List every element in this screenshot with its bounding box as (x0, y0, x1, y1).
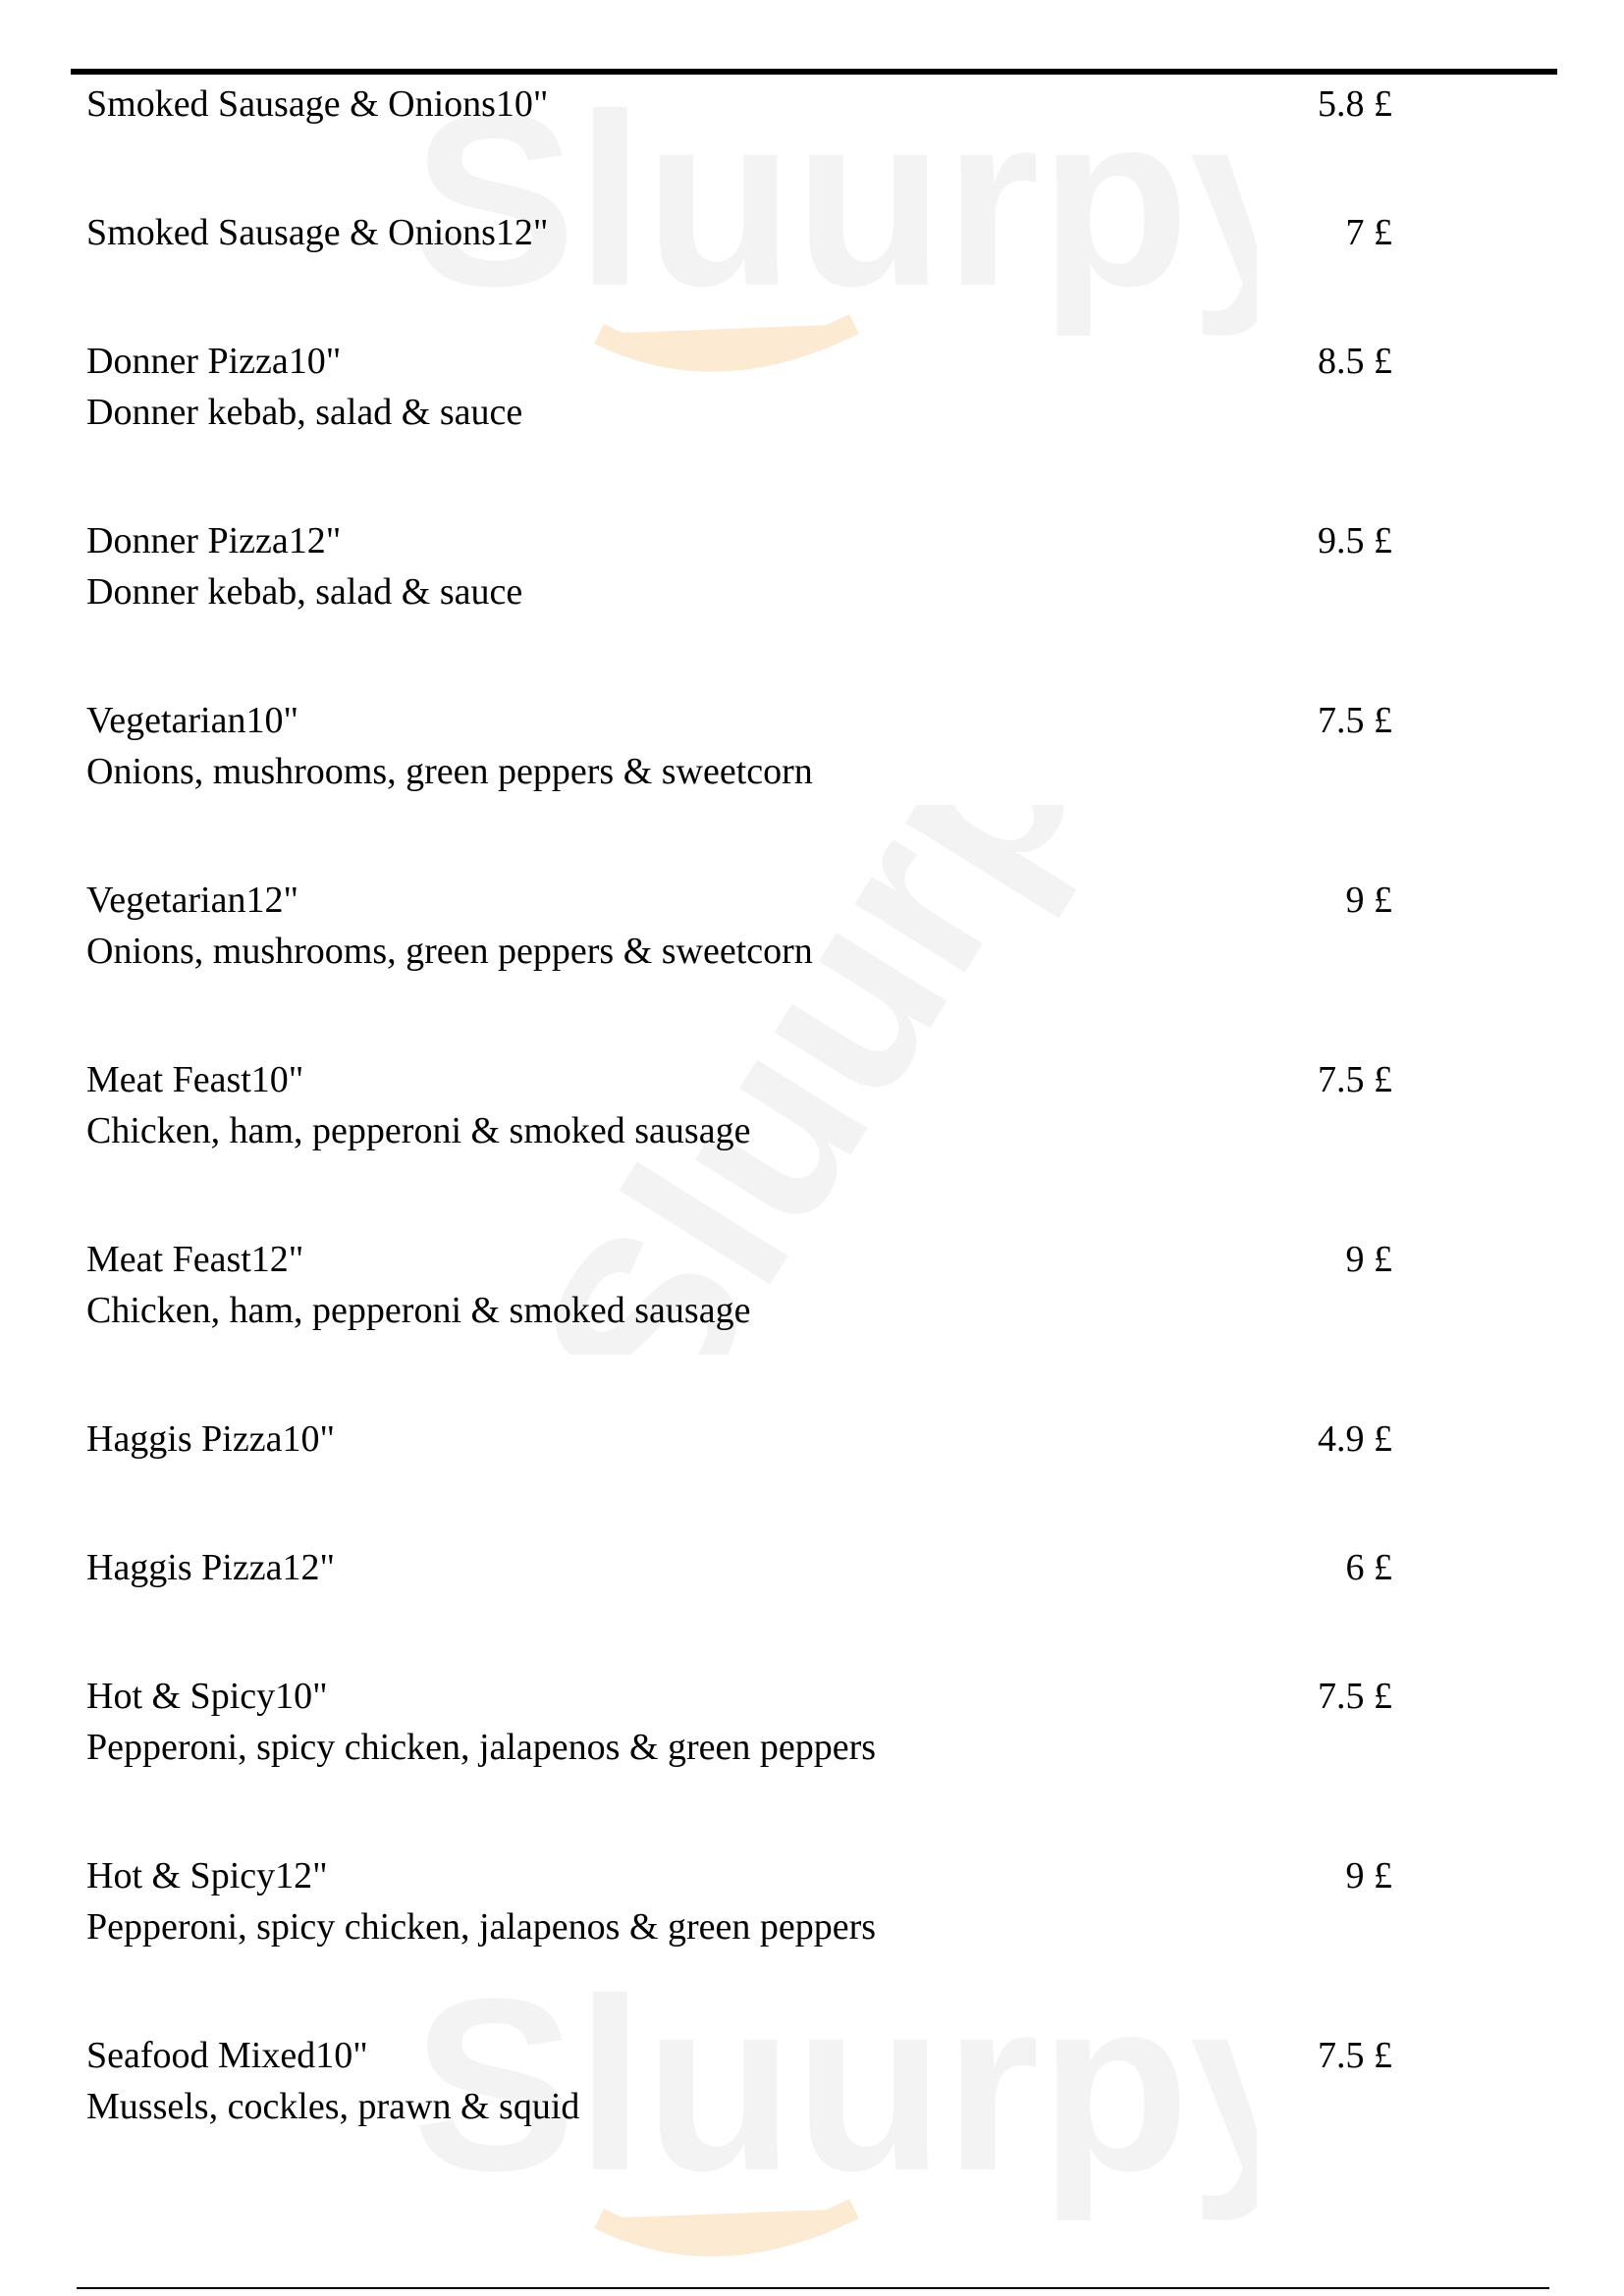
menu-item (86, 336, 1392, 438)
item-price: 7 £ (1345, 212, 1392, 253)
item-description: Chicken, ham, pepperoni & smoked sausage (86, 1110, 751, 1151)
menu-item (86, 2030, 1392, 2132)
item-price: 7.5 £ (1318, 1059, 1392, 1100)
menu-item (86, 1671, 1392, 1773)
menu-item (86, 79, 1392, 130)
item-description: Mussels, cockles, prawn & squid (86, 2086, 580, 2127)
menu-item (86, 207, 1392, 258)
item-price: 9.5 £ (1318, 520, 1392, 561)
item-description: Chicken, ham, pepperoni & smoked sausage (86, 1290, 751, 1331)
item-description: Donner kebab, salad & sauce (86, 392, 523, 433)
menu-item (86, 1414, 1392, 1465)
menu-item (86, 1850, 1392, 1952)
menu-item (86, 875, 1392, 977)
item-name: Hot & Spicy10" (86, 1676, 328, 1717)
menu-item (86, 695, 1392, 797)
item-description: Onions, mushrooms, green peppers & sweetcorn (86, 751, 813, 792)
item-description: Pepperoni, spicy chicken, jalapenos & green peppers (86, 1906, 877, 1948)
item-price: 8.5 £ (1318, 341, 1392, 382)
item-price: 9 £ (1345, 1855, 1392, 1896)
item-name: Haggis Pizza12" (86, 1547, 335, 1588)
item-name: Hot & Spicy12" (86, 1855, 328, 1896)
item-price: 7.5 £ (1318, 1676, 1392, 1717)
menu-item (86, 1234, 1392, 1336)
item-name: Vegetarian10" (86, 700, 298, 741)
item-name: Seafood Mixed10" (86, 2035, 368, 2076)
menu-item (86, 1054, 1392, 1156)
item-name: Donner Pizza12" (86, 520, 342, 561)
item-name: Meat Feast12" (86, 1239, 304, 1280)
item-price: 5.8 £ (1318, 83, 1392, 125)
top-divider (71, 69, 1557, 75)
bottom-divider (77, 2287, 1549, 2289)
item-description: Donner kebab, salad & sauce (86, 571, 523, 613)
item-description: Pepperoni, spicy chicken, jalapenos & green peppers (86, 1727, 877, 1768)
item-description: Onions, mushrooms, green peppers & sweetcorn (86, 931, 813, 972)
item-price: 4.9 £ (1318, 1418, 1392, 1460)
menu-item (86, 515, 1392, 617)
item-name: Smoked Sausage & Onions10" (86, 83, 549, 125)
item-name: Smoked Sausage & Onions12" (86, 212, 549, 253)
item-name: Haggis Pizza10" (86, 1418, 335, 1460)
item-price: 7.5 £ (1318, 2035, 1392, 2076)
menu-item (86, 1542, 1392, 1593)
item-price: 9 £ (1345, 1239, 1392, 1280)
item-price: 9 £ (1345, 880, 1392, 921)
item-price: 7.5 £ (1318, 700, 1392, 741)
item-name: Vegetarian12" (86, 880, 298, 921)
item-price: 6 £ (1345, 1547, 1392, 1588)
item-name: Meat Feast10" (86, 1059, 304, 1100)
item-name: Donner Pizza10" (86, 341, 342, 382)
